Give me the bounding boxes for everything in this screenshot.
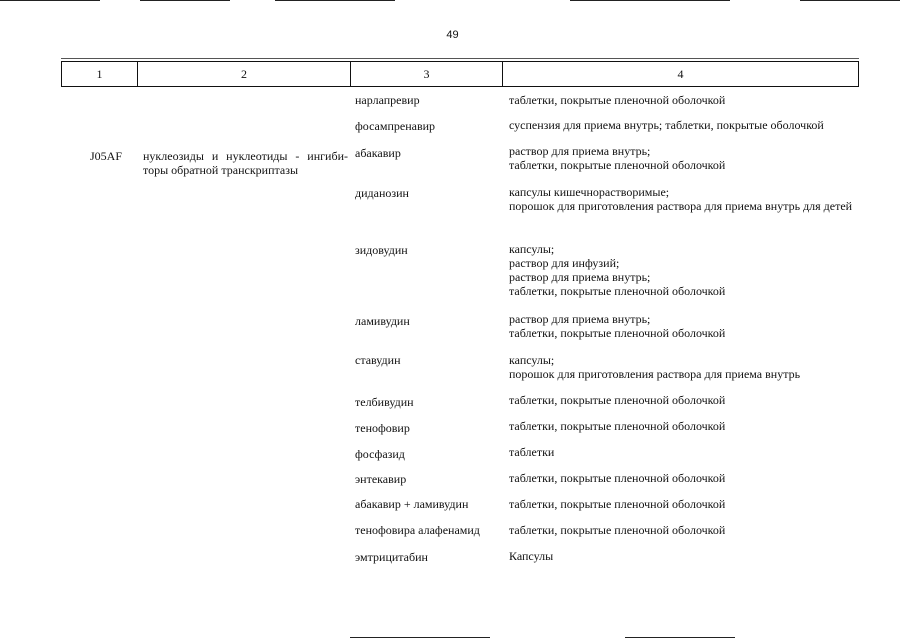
drug-name: фосампренавир xyxy=(355,119,436,133)
dosage-forms xyxy=(509,185,859,213)
dosage-forms xyxy=(509,118,824,132)
dosage-form-line: таблетки, покрытые пленочной оболочкой xyxy=(509,326,726,340)
scan-mark-top xyxy=(140,0,230,1)
header-col-4: 4 xyxy=(677,67,684,81)
dosage-form-line: таблетки, покрытые пленочной оболочкой xyxy=(509,158,726,172)
group-code: J05AF xyxy=(90,149,123,163)
drug-name: тенофовира алафенамид xyxy=(355,523,480,537)
dosage-form-line: таблетки, покрытые пленочной оболочкой xyxy=(509,93,726,107)
dosage-form-line: порошок для приготовления раствора для приема внутрь xyxy=(509,367,801,381)
drug-name: энтекавир xyxy=(355,472,407,486)
dosage-form-line: порошок для приготовления раствора для приема внутрь для детей xyxy=(509,199,853,213)
dosage-forms xyxy=(509,445,554,459)
drug-name: эмтрицитабин xyxy=(355,550,428,564)
header-col-3: 3 xyxy=(351,62,503,86)
dosage-forms xyxy=(509,242,725,298)
drug-name: нарлапревир xyxy=(355,93,420,107)
page-number: 49 xyxy=(446,29,459,41)
dosage-form-line: капсулы; xyxy=(509,242,555,256)
drug-name: абакавир xyxy=(355,146,401,160)
dosage-forms xyxy=(509,93,725,107)
dosage-forms xyxy=(509,497,725,511)
dosage-form-line: раствор для приема внутрь; xyxy=(509,312,651,326)
scan-mark-top xyxy=(800,0,900,1)
dosage-form-line: таблетки, покрытые пленочной оболочкой xyxy=(509,471,726,485)
drug-name: диданозин xyxy=(355,186,409,200)
scan-mark-bottom xyxy=(625,637,735,638)
dosage-form-line: раствор для приема внутрь; xyxy=(509,270,651,284)
dosage-forms xyxy=(509,419,725,433)
group-name xyxy=(143,149,348,177)
drug-name: тенофовир xyxy=(355,421,410,435)
scan-mark-top xyxy=(275,0,395,1)
drug-name: ламивудин xyxy=(355,314,410,328)
dosage-form-line: таблетки, покрытые пленочной оболочкой xyxy=(509,284,726,298)
dosage-form-line: Капсулы xyxy=(509,549,554,563)
table-header xyxy=(61,61,859,87)
drug-name: фосфазид xyxy=(355,447,405,461)
dosage-form-line: таблетки xyxy=(509,445,555,459)
dosage-form-line: таблетки, покрытые пленочной оболочкой xyxy=(509,393,726,407)
dosage-form-line: таблетки, покрытые пленочной оболочкой xyxy=(509,497,726,511)
drug-name: телбивудин xyxy=(355,395,414,409)
group-name-line2: торы обратной транскриптазы xyxy=(143,163,299,177)
drug-name: зидовудин xyxy=(355,243,408,257)
dosage-forms xyxy=(509,353,800,381)
dosage-forms xyxy=(509,393,725,407)
dosage-forms xyxy=(509,549,553,563)
dosage-form-line: раствор для инфузий; xyxy=(509,256,620,270)
header-top-rule xyxy=(61,58,859,59)
drug-name: ставудин xyxy=(355,353,401,367)
group-name-line1: нуклеозиды и нуклеотиды - ингиби- xyxy=(143,149,348,163)
dosage-form-line: таблетки, покрытые пленочной оболочкой xyxy=(509,523,726,537)
dosage-form-line: капсулы кишечнорастворимые; xyxy=(509,185,670,199)
dosage-form-line: суспензия для приема внутрь; таблетки, покрытые оболочкой xyxy=(509,118,824,132)
drug-name: абакавир + ламивудин xyxy=(355,497,469,511)
dosage-forms xyxy=(509,523,725,537)
header-col-2: 2 xyxy=(138,62,351,86)
dosage-form-line: капсулы; xyxy=(509,353,555,367)
dosage-forms xyxy=(509,144,725,172)
scan-mark-top xyxy=(0,0,100,1)
dosage-forms xyxy=(509,471,725,485)
dosage-forms xyxy=(509,312,725,340)
dosage-form-line: таблетки, покрытые пленочной оболочкой xyxy=(509,419,726,433)
scan-mark-bottom xyxy=(350,637,490,638)
header-col-1: 1 xyxy=(62,62,138,86)
dosage-form-line: раствор для приема внутрь; xyxy=(509,144,651,158)
scan-mark-top xyxy=(570,0,730,1)
